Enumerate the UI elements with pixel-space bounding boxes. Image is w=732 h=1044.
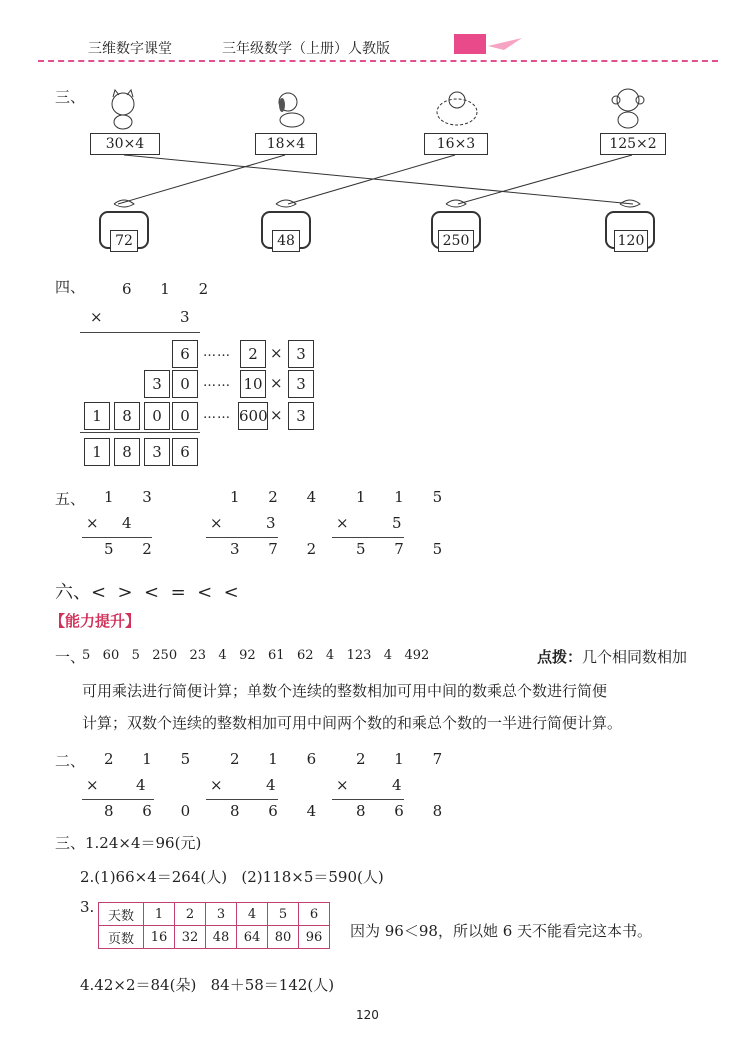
a2-c2-rule	[206, 799, 278, 800]
s4-r2-d: 0	[172, 370, 198, 398]
table-cell: 1	[144, 903, 175, 926]
reading-table	[98, 902, 330, 949]
a1-nums: 5 60 5 250 23 4 92 61 62 4 123 4 492	[82, 648, 430, 663]
a2-c1-mul: 4	[136, 776, 146, 794]
s4-dots: ……	[203, 375, 231, 390]
s4-r3-d: 1	[84, 402, 110, 430]
s6-answers: 六、< > < = < <	[55, 582, 239, 603]
s5-c3-top: 1 1 5	[356, 488, 455, 506]
header-right: 三年级数学（上册）人教版	[222, 41, 390, 57]
a2-c2-mul: 4	[266, 776, 276, 794]
table-cell: 32	[175, 926, 206, 949]
s4-r3-d: 0	[172, 402, 198, 430]
table-cell: 5	[268, 903, 299, 926]
expr-box-1: 30×4	[90, 133, 160, 155]
s4-res-d: 8	[114, 438, 140, 466]
table-cell: 2	[175, 903, 206, 926]
table-cell: 页数	[99, 926, 144, 949]
s4-r1-times: ×	[270, 344, 283, 362]
s4-r3-h1: 600	[238, 402, 268, 430]
s4-rule	[80, 332, 200, 333]
s4-r3-times: ×	[270, 406, 283, 424]
a2-c2-times: ×	[210, 776, 223, 794]
a3-line3: 3.	[80, 898, 95, 916]
a2-c1-res: 8 6 0	[104, 802, 203, 820]
a2-marker: 二、	[55, 752, 86, 770]
s4-res-d: 3	[144, 438, 170, 466]
table-cell: 96	[299, 926, 330, 949]
s5-c2-top: 1 2 4	[230, 488, 329, 506]
header-left: 三维数字课堂	[88, 41, 172, 57]
a2-c1-top: 2 1 5	[104, 750, 203, 768]
a2-c2-res: 8 6 4	[230, 802, 329, 820]
s5-c1-res: 5 2	[104, 540, 164, 558]
s4-times: ×	[90, 308, 103, 326]
s4-dots: ……	[203, 345, 231, 360]
ability-title: 【能力提升】	[50, 612, 141, 630]
expr-box-4: 125×2	[600, 133, 666, 155]
a2-c2-top: 2 1 6	[230, 750, 329, 768]
a2-c3-res: 8 6 8	[356, 802, 455, 820]
table-cell: 48	[206, 926, 237, 949]
a1-tip3: 计算；双数个连续的整数相加可用中间两个数的和乘总个数的一半进行简便计算。	[82, 714, 623, 732]
table-cell: 天数	[99, 903, 144, 926]
s4-marker: 四、	[55, 278, 86, 296]
a3-line1: 三、1.24×4＝96(元)	[55, 834, 202, 852]
s5-c3-rule	[332, 537, 404, 538]
s4-r1-d: 6	[172, 340, 198, 368]
gift-value-3: 250	[438, 230, 474, 252]
table-cell: 80	[268, 926, 299, 949]
page-number: 120	[356, 1008, 379, 1022]
expr-box-3: 16×3	[424, 133, 488, 155]
s4-r3-d: 8	[114, 402, 140, 430]
s5-c2-mul: 3	[266, 514, 276, 532]
table-cell: 16	[144, 926, 175, 949]
a3-conclusion: 因为 96＜98，所以她 6 天不能看完这本书。	[350, 922, 653, 940]
a1-marker: 一、	[55, 648, 86, 666]
s5-c1-mul: 4	[122, 514, 132, 532]
a2-c3-rule	[332, 799, 404, 800]
a3-line4: 4.42×2＝84(朵) 84＋58＝142(人)	[80, 976, 335, 994]
s4-r3-d: 0	[144, 402, 170, 430]
s5-c2-rule	[206, 537, 278, 538]
table-cell: 4	[237, 903, 268, 926]
s4-res-d: 6	[172, 438, 198, 466]
s4-r2-h2: 3	[288, 370, 314, 398]
expr-box-2: 18×4	[255, 133, 317, 155]
s4-r2-times: ×	[270, 374, 283, 392]
s4-r2-d: 3	[144, 370, 170, 398]
s4-rule2	[80, 432, 200, 433]
s4-mult: 3	[180, 308, 190, 326]
s4-r1-h1: 2	[240, 340, 266, 368]
s4-r1-h2: 3	[288, 340, 314, 368]
s5-c3-times: ×	[336, 514, 349, 532]
s4-dots: ……	[203, 407, 231, 422]
s5-c2-res: 3 7 2	[230, 540, 329, 558]
a2-c1-rule	[82, 799, 154, 800]
gift-value-1: 72	[110, 230, 138, 252]
table-cell: 3	[206, 903, 237, 926]
s4-r3-h2: 3	[288, 402, 314, 430]
s5-c2-times: ×	[210, 514, 223, 532]
s5-c1-top: 1 3	[104, 488, 164, 506]
table-cell: 6	[299, 903, 330, 926]
a2-c3-mul: 4	[392, 776, 402, 794]
a1-tip-label: 点拨：	[537, 648, 583, 666]
table-cell: 64	[237, 926, 268, 949]
gift-value-2: 48	[272, 230, 300, 252]
gift-value-4: 120	[614, 230, 648, 252]
a1-tip1: 几个相同数相加	[582, 648, 688, 666]
s3-marker: 三、	[55, 88, 86, 106]
s5-c1-rule	[82, 537, 152, 538]
a2-c3-top: 2 1 7	[356, 750, 455, 768]
s5-c1-times: ×	[86, 514, 99, 532]
s5-c3-res: 5 7 5	[356, 540, 455, 558]
s4-r2-h1: 10	[240, 370, 266, 398]
table-row	[99, 926, 330, 949]
a1-tip2: 可用乘法进行简便计算；单数个连续的整数相加可用中间的数乘总个数进行简便	[82, 682, 608, 700]
s5-c3-mul: 5	[392, 514, 402, 532]
table-row	[99, 903, 330, 926]
a3-line2: 2.(1)66×4＝264(人) (2)118×5＝590(人)	[80, 868, 384, 886]
s4-res-d: 1	[84, 438, 110, 466]
a2-c1-times: ×	[86, 776, 99, 794]
s4-top: 6 1 2	[122, 280, 221, 298]
a2-c3-times: ×	[336, 776, 349, 794]
s5-marker: 五、	[55, 490, 86, 508]
